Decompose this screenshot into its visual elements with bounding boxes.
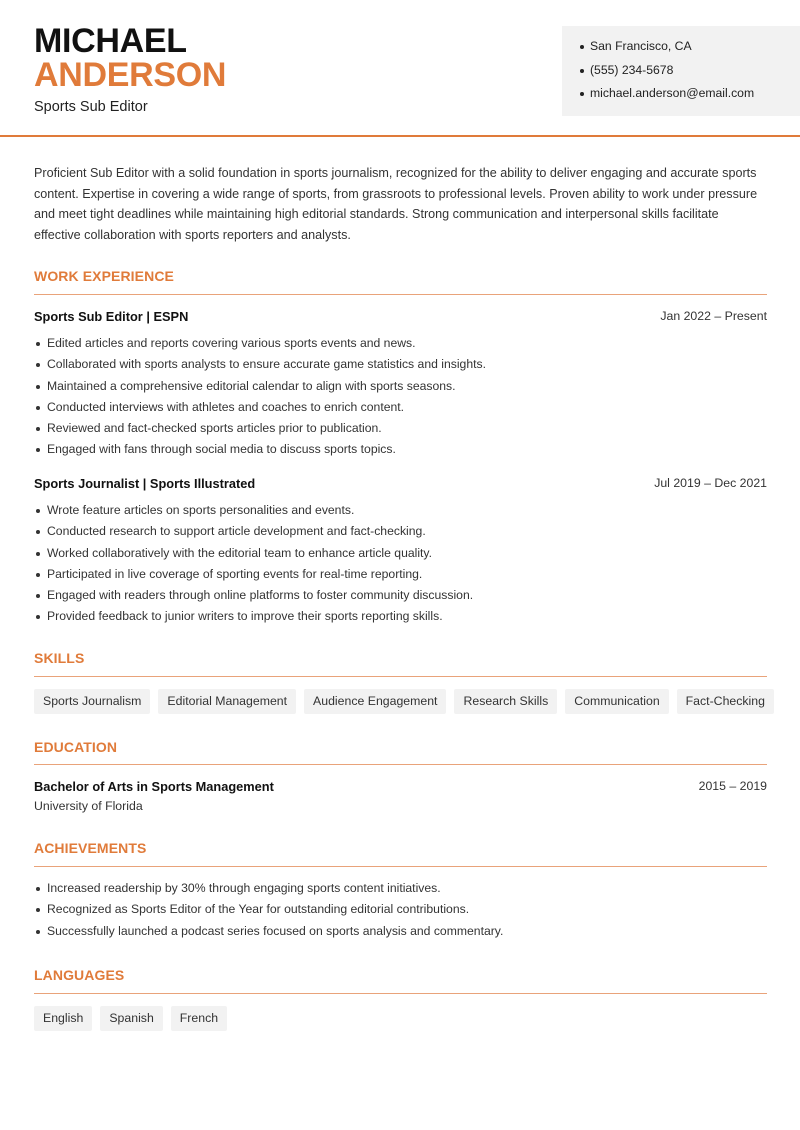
- section-divider: [34, 764, 767, 765]
- list-item: Collaborated with sports analysts to ensure accurate game statistics and insights.: [34, 356, 767, 377]
- section-title-languages: LANGUAGES: [34, 967, 125, 983]
- list-item: Provided feedback to junior writers to improve their sports reporting skills.: [34, 608, 767, 629]
- professional-summary: Proficient Sub Editor with a solid foundation in sports journalism, recognized for the ability to deliver engaging and accurate sports content. Expertise in covering a wide range of sports, from grassroots to professional levels. Proven ability to work under pressure and meet tight deadlines while maintaining high editorial standards. Strong communication and interpersonal skills facilitate effective collaboration with sports reporters and analysts.: [34, 166, 758, 243]
- skill-tag: Editorial Management: [158, 689, 296, 714]
- first-name: MICHAEL: [34, 22, 187, 60]
- language-tag: English: [34, 1006, 92, 1031]
- job-dates: Jan 2022 – Present: [660, 309, 767, 323]
- list-item: Edited articles and reports covering various sports events and news.: [34, 335, 767, 356]
- job-header: [34, 476, 767, 494]
- list-item: Maintained a comprehensive editorial calendar to align with sports seasons.: [34, 378, 767, 399]
- skill-tag: Audience Engagement: [304, 689, 446, 714]
- section-title-work-experience: WORK EXPERIENCE: [34, 268, 174, 284]
- contact-location: San Francisco, CA: [580, 37, 800, 61]
- list-item: Wrote feature articles on sports personalities and events.: [34, 502, 767, 523]
- language-tag: French: [171, 1006, 227, 1031]
- list-item: Reviewed and fact-checked sports articles prior to publication.: [34, 420, 767, 441]
- section-divider: [34, 676, 767, 677]
- skill-tag: Communication: [565, 689, 668, 714]
- contact-email: michael.anderson@email.com: [580, 84, 800, 108]
- list-item: Increased readership by 30% through engaging sports content initiatives.: [34, 880, 767, 901]
- list-item: Successfully launched a podcast series focused on sports analysis and commentary.: [34, 923, 767, 944]
- skill-tag: Research Skills: [454, 689, 557, 714]
- last-name: ANDERSON: [34, 56, 227, 94]
- job-title: Sports Sub Editor: [34, 99, 148, 115]
- section-divider: [34, 993, 767, 994]
- list-item: Participated in live coverage of sporting events for real-time reporting.: [34, 566, 767, 587]
- skill-tag: Sports Journalism: [34, 689, 150, 714]
- list-item: Recognized as Sports Editor of the Year for outstanding editorial contributions.: [34, 901, 767, 922]
- list-item: Conducted interviews with athletes and coaches to enrich content.: [34, 399, 767, 420]
- education-degree: Bachelor of Arts in Sports Management: [34, 779, 274, 794]
- education-dates: 2015 – 2019: [698, 779, 767, 793]
- job-role: Sports Journalist | Sports Illustrated: [34, 476, 256, 491]
- section-divider: [34, 866, 767, 867]
- languages-list: [34, 1006, 227, 1031]
- list-item: Conducted research to support article development and fact-checking.: [34, 523, 767, 544]
- list-item: Engaged with readers through online platforms to foster community discussion.: [34, 587, 767, 608]
- job-bullet-list: [34, 335, 767, 463]
- resume-header: [0, 0, 800, 137]
- section-divider: [34, 294, 767, 295]
- section-title-skills: SKILLS: [34, 650, 85, 666]
- job-header: [34, 309, 767, 327]
- skill-tag: Fact-Checking: [677, 689, 774, 714]
- section-title-achievements: ACHIEVEMENTS: [34, 840, 147, 856]
- section-title-education: EDUCATION: [34, 739, 118, 755]
- job-role: Sports Sub Editor | ESPN: [34, 309, 189, 324]
- achievements-list: [34, 880, 767, 944]
- list-item: Worked collaboratively with the editorial team to enhance article quality.: [34, 545, 767, 566]
- list-item: Engaged with fans through social media to discuss sports topics.: [34, 441, 767, 462]
- education-school: University of Florida: [34, 799, 143, 813]
- contact-phone: (555) 234-5678: [580, 61, 800, 85]
- job-bullet-list: [34, 502, 767, 630]
- language-tag: Spanish: [100, 1006, 162, 1031]
- contact-box: [562, 26, 800, 116]
- skills-list: [34, 689, 774, 714]
- job-dates: Jul 2019 – Dec 2021: [654, 476, 767, 490]
